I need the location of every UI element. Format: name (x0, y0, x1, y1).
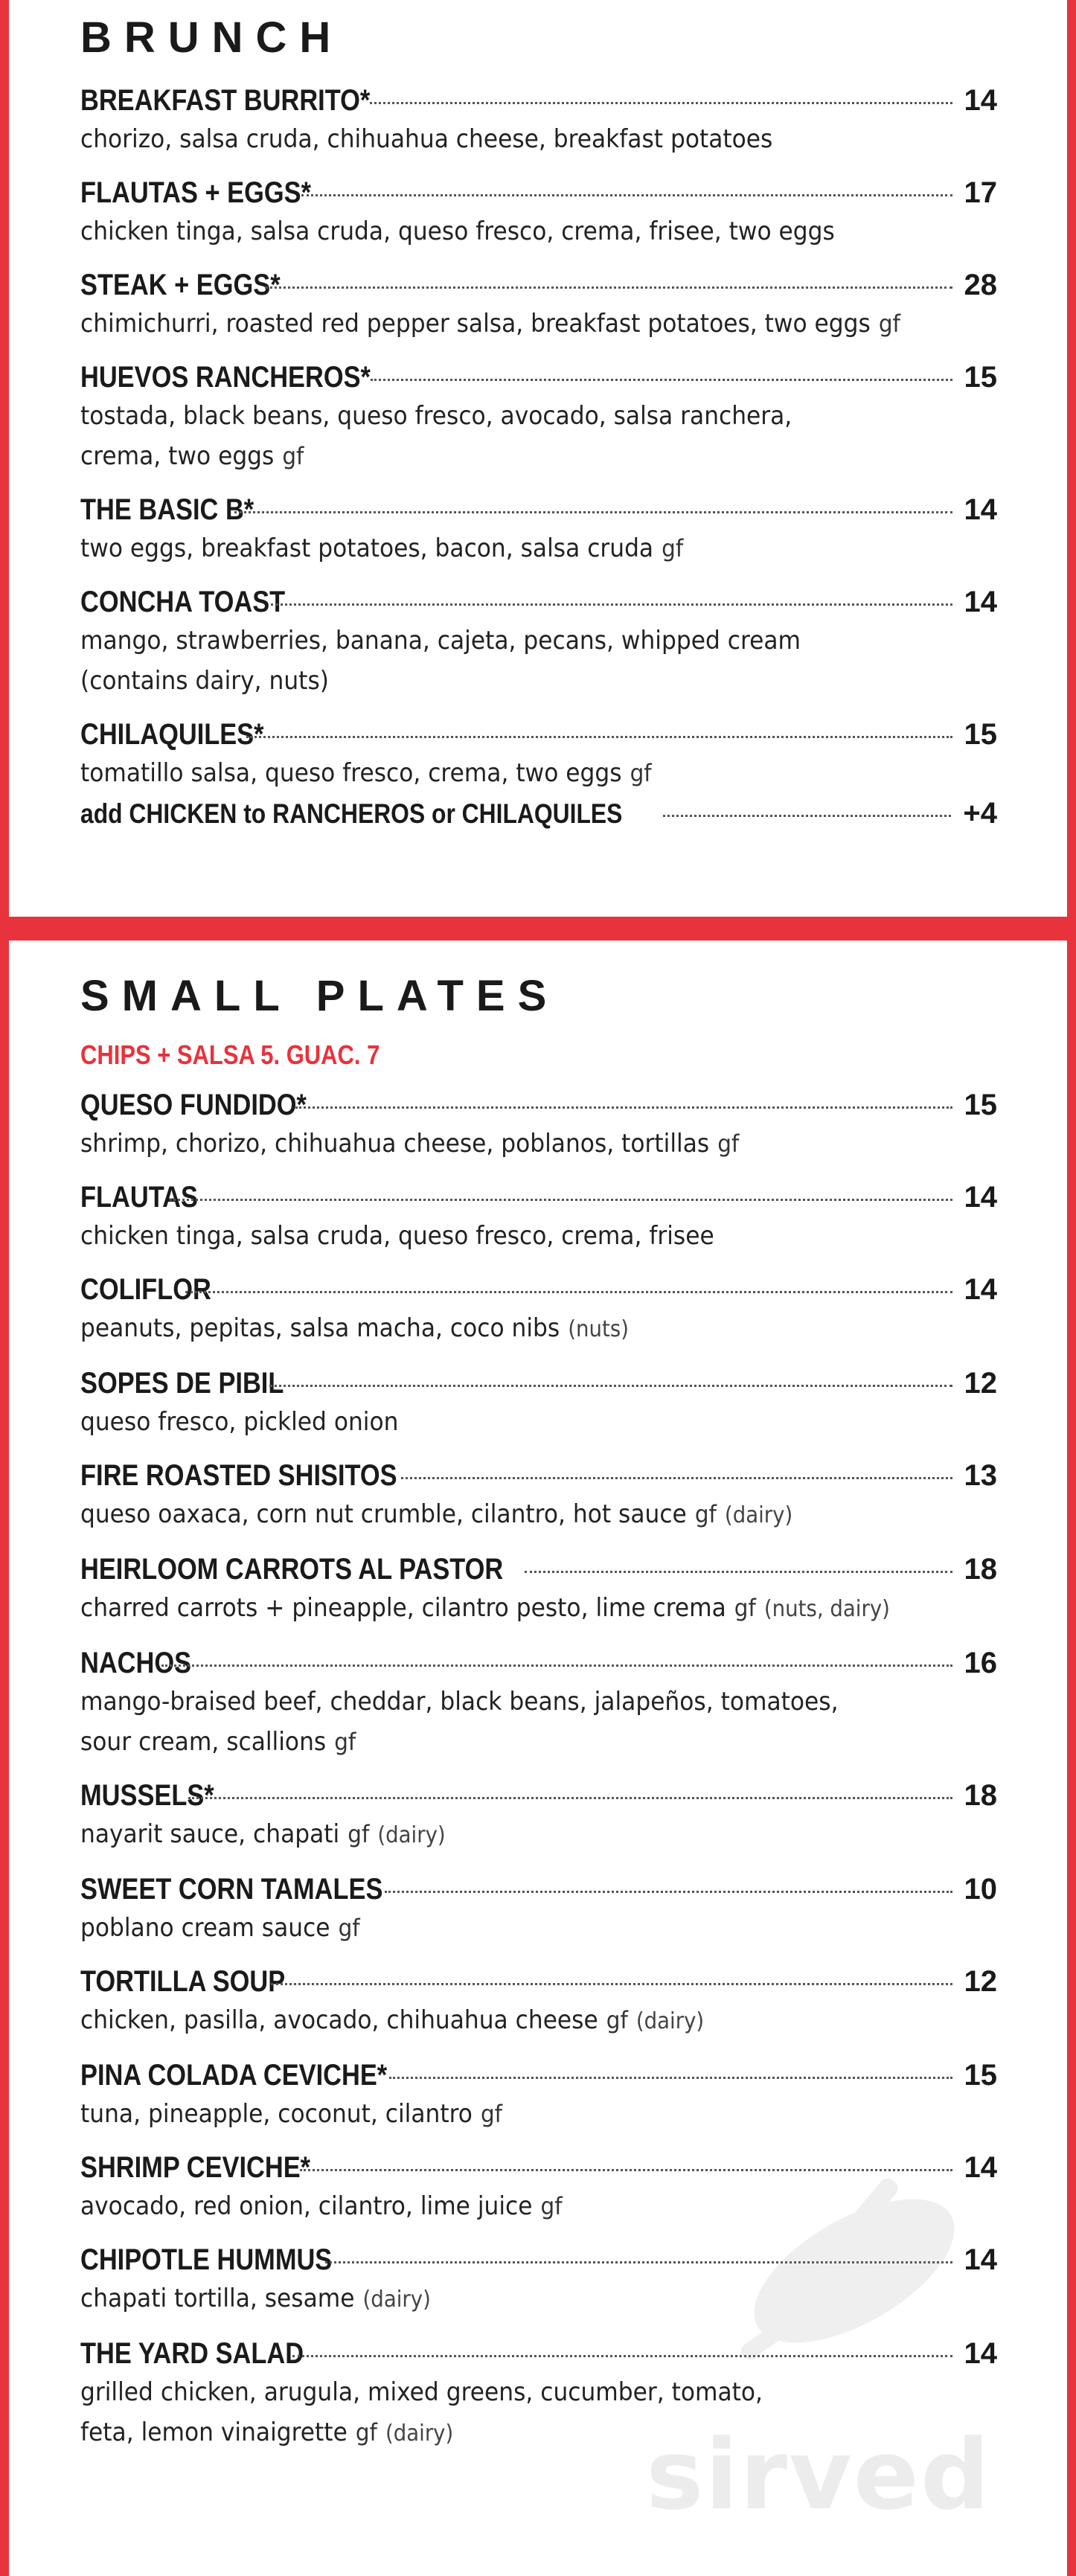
allergen-note: (nuts) (568, 1316, 629, 1342)
item-name: FLAUTAS + EGGS* (80, 176, 311, 209)
item-description (80, 119, 943, 159)
dot-leader (234, 511, 952, 513)
dot-leader (385, 1891, 952, 1893)
item-line (80, 716, 997, 753)
dot-leader (265, 286, 952, 289)
dot-leader (246, 736, 952, 738)
menu-item (80, 174, 997, 251)
item-line (80, 1179, 997, 1216)
item-description (80, 304, 943, 344)
menu-item (80, 2057, 997, 2134)
allergen-note: (dairy) (377, 1822, 446, 1848)
item-description (80, 2094, 943, 2134)
item-line (80, 1365, 997, 1402)
item-name: CHILAQUILES* (80, 718, 264, 751)
dot-leader (371, 379, 952, 381)
item-line (80, 1644, 997, 1682)
item-description-text: tomatillo salsa, queso fresco, crema, two eggs (80, 758, 622, 788)
item-price: 12 (964, 1965, 997, 1998)
dot-leader (161, 1665, 952, 1667)
item-price: 14 (964, 2243, 997, 2276)
item-price: 14 (964, 1181, 997, 1214)
dot-leader (295, 1106, 952, 1109)
item-price: 14 (964, 493, 997, 526)
item-description (80, 621, 943, 701)
item-line (80, 359, 997, 396)
menu-item (80, 359, 997, 476)
addon-name: add CHICKEN to RANCHEROS or CHILAQUILES (80, 798, 623, 829)
item-line (80, 1457, 997, 1494)
item-description-text: tuna, pineapple, coconut, cilantro (80, 2099, 473, 2129)
item-line (80, 1086, 997, 1124)
item-description (80, 1308, 943, 1350)
item-name: HUEVOS RANCHEROS* (80, 361, 371, 394)
gluten-free-tag: gf (717, 1130, 740, 1158)
gluten-free-tag: gf (606, 2006, 628, 2034)
item-line (80, 1777, 997, 1814)
item-line (80, 266, 997, 304)
dot-leader (525, 1571, 952, 1573)
gluten-free-tag: gf (734, 1594, 756, 1622)
item-price: 14 (964, 1273, 997, 1306)
dot-leader (401, 1477, 952, 1479)
item-name: TORTILLA SOUP (80, 1965, 286, 1998)
item-name: COLIFLOR (80, 1273, 211, 1306)
item-price: 12 (964, 1367, 997, 1400)
item-description-text: chicken tinga, salsa cruda, queso fresco, crema, frisee, two eggs (80, 217, 835, 246)
item-name: NACHOS (80, 1647, 192, 1679)
item-price: 13 (964, 1459, 997, 1492)
item-line (80, 1963, 997, 2000)
item-description (80, 1402, 943, 1442)
item-line (80, 1271, 997, 1308)
item-description-text-2: crema, two eggs (80, 441, 275, 471)
item-description-text-2: (contains dairy, nuts) (80, 666, 329, 696)
item-name: QUESO FUNDIDO* (80, 1089, 307, 1121)
item-description-text: shrimp, chorizo, chihuahua cheese, poblanos, tortillas (80, 1129, 710, 1159)
item-description-text: charred carrots + pineapple, cilantro pesto, lime crema (80, 1593, 726, 1623)
item-name: SOPES DE PIBIL (80, 1367, 284, 1400)
item-description-text: avocado, red onion, cilantro, lime juice (80, 2191, 533, 2221)
brunch-addon (80, 795, 997, 832)
menu-item (80, 82, 997, 159)
gluten-free-tag: gf (630, 759, 652, 787)
item-line (80, 82, 997, 119)
item-name: SWEET CORN TAMALES (80, 1873, 383, 1906)
gluten-free-tag: gf (355, 2418, 377, 2447)
addon-price: +4 (963, 797, 997, 830)
dot-leader (271, 1983, 952, 1985)
dot-leader (663, 815, 951, 817)
item-line (80, 583, 997, 621)
gluten-free-tag: gf (480, 2100, 503, 2128)
allergen-note: (nuts, dairy) (763, 1596, 890, 1622)
dot-leader (185, 1291, 952, 1293)
menu-item (80, 1551, 997, 1630)
allergen-note: (dairy) (635, 2008, 705, 2034)
menu-item (80, 266, 997, 344)
menu-item (80, 1871, 997, 1948)
menu-item (80, 1179, 997, 1256)
menu-item (80, 1457, 997, 1536)
menu-item (80, 1963, 997, 2042)
item-description-text-2: sour cream, scallions (80, 1727, 327, 1757)
item-description-text: queso oaxaca, corn nut crumble, cilantro, hot sauce (80, 1499, 687, 1529)
item-description-text: chorizo, salsa cruda, chihuahua cheese, breakfast potatoes (80, 124, 773, 154)
item-description (80, 1124, 943, 1164)
item-description (80, 1494, 943, 1536)
item-description-text-2: feta, lemon vinaigrette (80, 2418, 348, 2447)
item-price: 16 (964, 1647, 997, 1679)
utensils-plate-icon (713, 2144, 981, 2390)
item-price: 14 (964, 586, 997, 618)
gluten-free-tag: gf (540, 2192, 563, 2220)
menu-item (80, 1365, 997, 1442)
item-line (80, 2057, 997, 2094)
item-price: 15 (964, 718, 997, 751)
gluten-free-tag: gf (338, 1914, 360, 1942)
menu-item (80, 1777, 997, 1856)
item-description-text: grilled chicken, arugula, mixed greens, cucumber, tomato, (80, 2377, 763, 2407)
dot-leader (269, 1385, 952, 1387)
item-description-text: two eggs, breakfast potatoes, bacon, salsa cruda (80, 534, 654, 563)
item-description-text: chimichurri, roasted red pepper salsa, breakfast potatoes, two eggs (80, 309, 871, 339)
item-name: CONCHA TOAST (80, 586, 286, 618)
gluten-free-tag: gf (282, 442, 304, 470)
item-description-text: mango, strawberries, banana, cajeta, pecans, whipped cream (80, 626, 801, 656)
item-description-text: mango-braised beef, cheddar, black beans, jalapeños, tomatoes, (80, 1687, 839, 1717)
gluten-free-tag: gf (878, 310, 900, 338)
item-description-text: chapati tortilla, sesame (80, 2284, 355, 2313)
item-description-text: poblano cream sauce (80, 1913, 330, 1943)
item-name: FLAUTAS (80, 1181, 198, 1214)
gluten-free-tag: gf (662, 534, 684, 563)
item-price: 14 (964, 2337, 997, 2370)
dot-leader (188, 1797, 952, 1799)
chips-guac-subheading: CHIPS + SALSA 5. GUAC. 7 (80, 1039, 380, 1070)
item-price: 14 (964, 2151, 997, 2184)
item-price: 17 (964, 176, 997, 209)
item-description (80, 211, 943, 251)
gluten-free-tag: gf (348, 1820, 370, 1848)
item-name: MUSSELS* (80, 1779, 214, 1812)
item-description-text: peanuts, pepitas, salsa macha, coco nibs (80, 1313, 560, 1343)
watermark-text: sirved (646, 2418, 992, 2531)
allergen-note: (dairy) (385, 2420, 454, 2447)
item-name: STEAK + EGGS* (80, 269, 281, 301)
item-description-text: chicken, pasilla, avocado, chihuahua cheese (80, 2005, 598, 2035)
item-price: 15 (964, 361, 997, 394)
dot-leader (271, 603, 952, 606)
item-description (80, 2000, 943, 2042)
small-plates-panel (9, 941, 1067, 2576)
menu-item (80, 491, 997, 568)
item-description-text: tostada, black beans, queso fresco, avocado, salsa ranchera, (80, 401, 792, 431)
item-name: THE BASIC B* (80, 493, 254, 526)
brunch-title: BRUNCH (80, 13, 344, 62)
item-name: THE YARD SALAD (80, 2337, 304, 2370)
item-description (80, 528, 943, 568)
item-name: HEIRLOOM CARROTS AL PASTOR (80, 1553, 504, 1586)
menu-item (80, 1644, 997, 1762)
gluten-free-tag: gf (694, 1500, 717, 1528)
item-description (80, 396, 943, 476)
menu-item (80, 716, 997, 793)
item-name: FIRE ROASTED SHISITOS (80, 1459, 397, 1492)
addon-line (80, 795, 997, 832)
brunch-panel (9, 0, 1067, 917)
item-price: 15 (964, 2059, 997, 2092)
item-name: BREAKFAST BURRITO* (80, 84, 371, 117)
item-price: 15 (964, 1089, 997, 1121)
item-name: SHRIMP CEVICHE* (80, 2151, 311, 2184)
item-description (80, 1682, 943, 1762)
item-line (80, 174, 997, 211)
allergen-note: (dairy) (724, 1502, 793, 1528)
item-price: 18 (964, 1553, 997, 1586)
menu-item (80, 583, 997, 701)
item-description (80, 1588, 943, 1630)
dot-leader (370, 102, 952, 104)
item-line (80, 491, 997, 528)
item-description (80, 1814, 943, 1856)
sirved-watermark (624, 2144, 1040, 2531)
item-line (80, 1871, 997, 1908)
item-description (80, 753, 943, 793)
item-description (80, 1908, 943, 1948)
dot-leader (170, 1199, 952, 1201)
item-description-text: chicken tinga, salsa cruda, queso fresco, crema, frisee (80, 1221, 714, 1251)
menu-item (80, 1086, 997, 1164)
item-description (80, 1216, 943, 1256)
item-description-text: queso fresco, pickled onion (80, 1407, 399, 1437)
brunch-item-list (80, 82, 997, 793)
item-name: CHIPOTLE HUMMUS (80, 2243, 333, 2276)
menu-item (80, 1271, 997, 1350)
item-line (80, 1551, 997, 1588)
gluten-free-tag: gf (334, 1728, 356, 1756)
dot-leader (301, 194, 952, 196)
item-price: 10 (964, 1873, 997, 1906)
item-price: 14 (964, 84, 997, 117)
dot-leader (389, 2077, 952, 2079)
item-price: 28 (964, 269, 997, 301)
item-name: PINA COLADA CEVICHE* (80, 2059, 388, 2092)
item-price: 18 (964, 1779, 997, 1812)
item-description-text: nayarit sauce, chapati (80, 1819, 340, 1849)
small-plates-title: SMALL PLATES (80, 972, 560, 1020)
allergen-note: (dairy) (362, 2287, 431, 2313)
